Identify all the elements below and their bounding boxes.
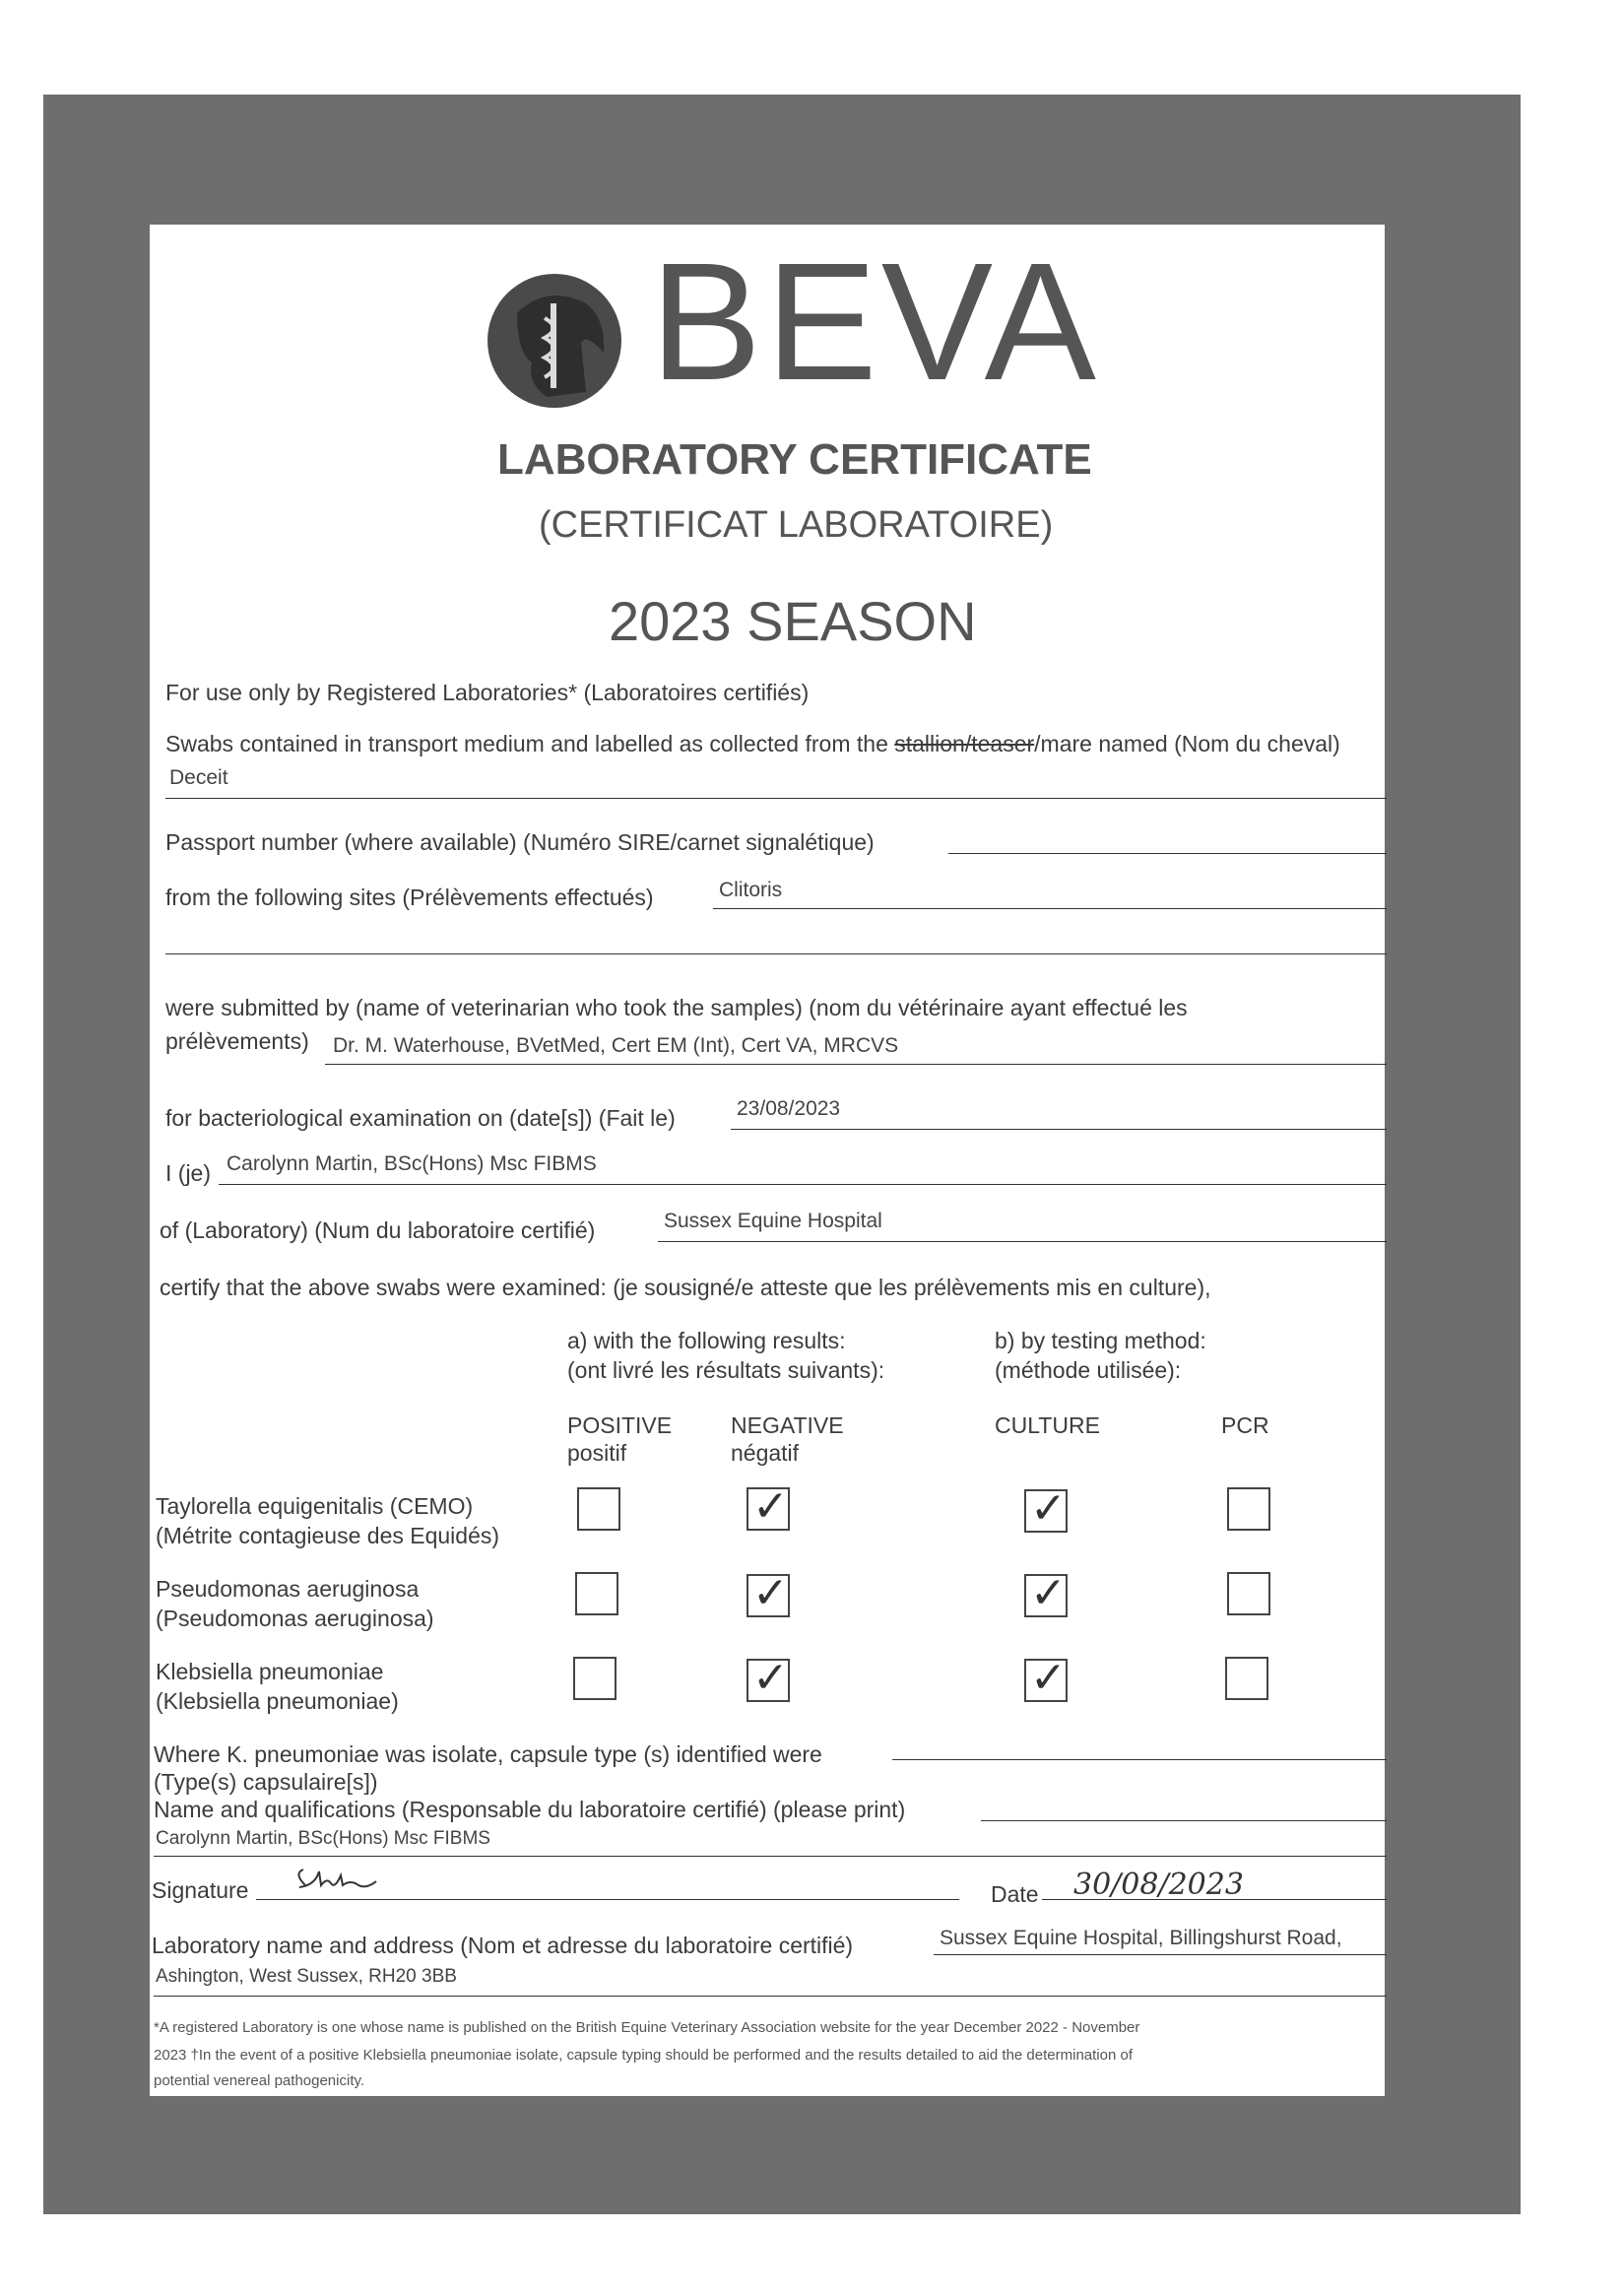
organism-2-name-fr: (Pseudomonas aeruginosa) (156, 1606, 434, 1631)
results-header-b: b) by testing method: (995, 1328, 1206, 1353)
lab-address-line-1 (934, 1954, 1387, 1955)
checkbox-positive[interactable] (573, 1657, 617, 1700)
date-line (1042, 1899, 1387, 1900)
exam-date-label: for bacteriological examination on (date[s]) (Fait le) (165, 1105, 676, 1131)
capsule-line (892, 1759, 1387, 1760)
sites-value: Clitoris (719, 879, 783, 901)
signature-line (256, 1899, 959, 1900)
responsible-label: Name and qualifications (Responsable du laboratoire certifié) (please print) (154, 1797, 906, 1822)
check-mark-icon: ✓ (752, 1653, 789, 1703)
date-value: 30/08/2023 (1073, 1868, 1244, 1902)
check-mark-icon: ✓ (1030, 1653, 1067, 1703)
exam-date-line (731, 1129, 1387, 1130)
results-header-b-fr: (méthode utilisée): (995, 1357, 1182, 1383)
lab-address-value-2: Ashington, West Sussex, RH20 3BB (156, 1966, 457, 1987)
i-je-label: I (je) (165, 1160, 211, 1186)
i-je-line (219, 1184, 1387, 1185)
responsible-value: Carolynn Martin, BSc(Hons) Msc FIBMS (156, 1828, 490, 1849)
responsible-line-1 (981, 1820, 1387, 1821)
lab-address-value: Sussex Equine Hospital, Billingshurst Road, (940, 1927, 1342, 1949)
logo-text: BEVA (650, 229, 1100, 416)
passport-label: Passport number (where available) (Numéro SIRE/carnet signalétique) (165, 829, 875, 855)
passport-line (948, 853, 1387, 854)
checkbox-negative[interactable] (747, 1568, 790, 1618)
lab-address-line-2 (154, 1996, 1387, 1997)
col-culture: CULTURE (995, 1412, 1100, 1438)
submitted-label: were submitted by (name of veterinarian who took the samples) (nom du vétérinaire ayant effectué les (165, 995, 1188, 1020)
check-mark-icon: ✓ (1030, 1568, 1067, 1618)
veterinarian-value: Dr. M. Waterhouse, BVetMed, Cert EM (Int), Cert VA, MRCVS (333, 1034, 899, 1057)
footnote-line-3: potential venereal pathogenicity. (154, 2072, 365, 2089)
date-label: Date (991, 1881, 1039, 1907)
checkbox-culture[interactable] (1024, 1568, 1068, 1618)
laboratory-value: Sussex Equine Hospital (664, 1210, 882, 1232)
footnote-line-2: 2023 †In the event of a positive Klebsiella pneumoniae isolate, capsule typing should be performed and the results detailed to aid the determination of (154, 2047, 1133, 2064)
page-subtitle: (CERTIFICAT LABORATOIRE) (539, 504, 1054, 546)
lab-address-label: Laboratory name and address (Nom et adresse du laboratoire certifié) (152, 1933, 854, 1958)
checkbox-negative[interactable] (747, 1653, 790, 1703)
signature-mark (286, 1864, 394, 1903)
footnote-line-1: *A registered Laboratory is one whose name is published on the British Equine Veterinary Association website for the year December 2022 - November (154, 2019, 1140, 2036)
intro-text: For use only by Registered Laboratories* (Laboratoires certifiés) (165, 680, 810, 705)
sites-line (713, 908, 1387, 909)
organism-1-name-fr: (Métrite contagieuse des Equidés) (156, 1523, 500, 1548)
exam-date-value: 23/08/2023 (737, 1097, 841, 1120)
submitted-label-2: prélèvements) (165, 1028, 309, 1054)
col-positive: POSITIVE (567, 1412, 673, 1438)
checkbox-pcr[interactable] (1225, 1657, 1268, 1700)
sites-line-2 (165, 953, 1387, 954)
checkbox-positive[interactable] (575, 1572, 618, 1615)
organism-3-name-fr: (Klebsiella pneumoniae) (156, 1688, 399, 1714)
laboratory-line (658, 1241, 1387, 1242)
organism-3-name: Klebsiella pneumoniae (156, 1659, 384, 1684)
col-negative-fr: négatif (731, 1440, 800, 1466)
checkbox-pcr[interactable] (1227, 1487, 1270, 1531)
col-positive-fr: positif (567, 1440, 627, 1466)
organism-2-name: Pseudomonas aeruginosa (156, 1576, 420, 1602)
checkbox-positive[interactable] (577, 1487, 620, 1531)
swabs-label: Swabs contained in transport medium and labelled as collected from the stallion/teaser/mare named (Nom du cheval) (165, 731, 1340, 756)
checkbox-culture[interactable] (1024, 1653, 1068, 1703)
signature-label: Signature (152, 1877, 249, 1903)
veterinarian-line (325, 1064, 1387, 1065)
col-pcr: PCR (1221, 1412, 1269, 1438)
responsible-line (154, 1856, 1387, 1857)
beva-logo-icon (487, 274, 621, 408)
sites-label: from the following sites (Prélèvements effectués) (165, 885, 654, 910)
organism-1-name: Taylorella equigenitalis (CEMO) (156, 1493, 474, 1519)
checkbox-culture[interactable] (1024, 1483, 1068, 1534)
results-header-a-fr: (ont livré les résultats suivants): (567, 1357, 885, 1383)
laboratory-label: of (Laboratory) (Num du laboratoire certifié) (160, 1217, 596, 1243)
check-mark-icon: ✓ (1030, 1483, 1067, 1534)
results-header-a: a) with the following results: (567, 1328, 846, 1353)
horse-name-value: Deceit (169, 766, 228, 789)
page-title: LABORATORY CERTIFICATE (497, 435, 1092, 484)
certify-text: certify that the above swabs were examined: (je sousigné/e atteste que les prélèvements mis en culture), (160, 1275, 1211, 1300)
checkbox-pcr[interactable] (1227, 1572, 1270, 1615)
check-mark-icon: ✓ (752, 1481, 789, 1532)
season-heading: 2023 SEASON (609, 590, 977, 652)
i-je-value: Carolynn Martin, BSc(Hons) Msc FIBMS (227, 1152, 597, 1175)
horse-name-line (165, 798, 1387, 799)
col-negative: NEGATIVE (731, 1412, 844, 1438)
checkbox-negative[interactable] (747, 1481, 790, 1532)
capsule-label-fr: (Type(s) capsulaire[s]) (154, 1769, 378, 1795)
capsule-label: Where K. pneumoniae was isolate, capsule type (s) identified were (154, 1741, 822, 1767)
check-mark-icon: ✓ (752, 1568, 789, 1618)
